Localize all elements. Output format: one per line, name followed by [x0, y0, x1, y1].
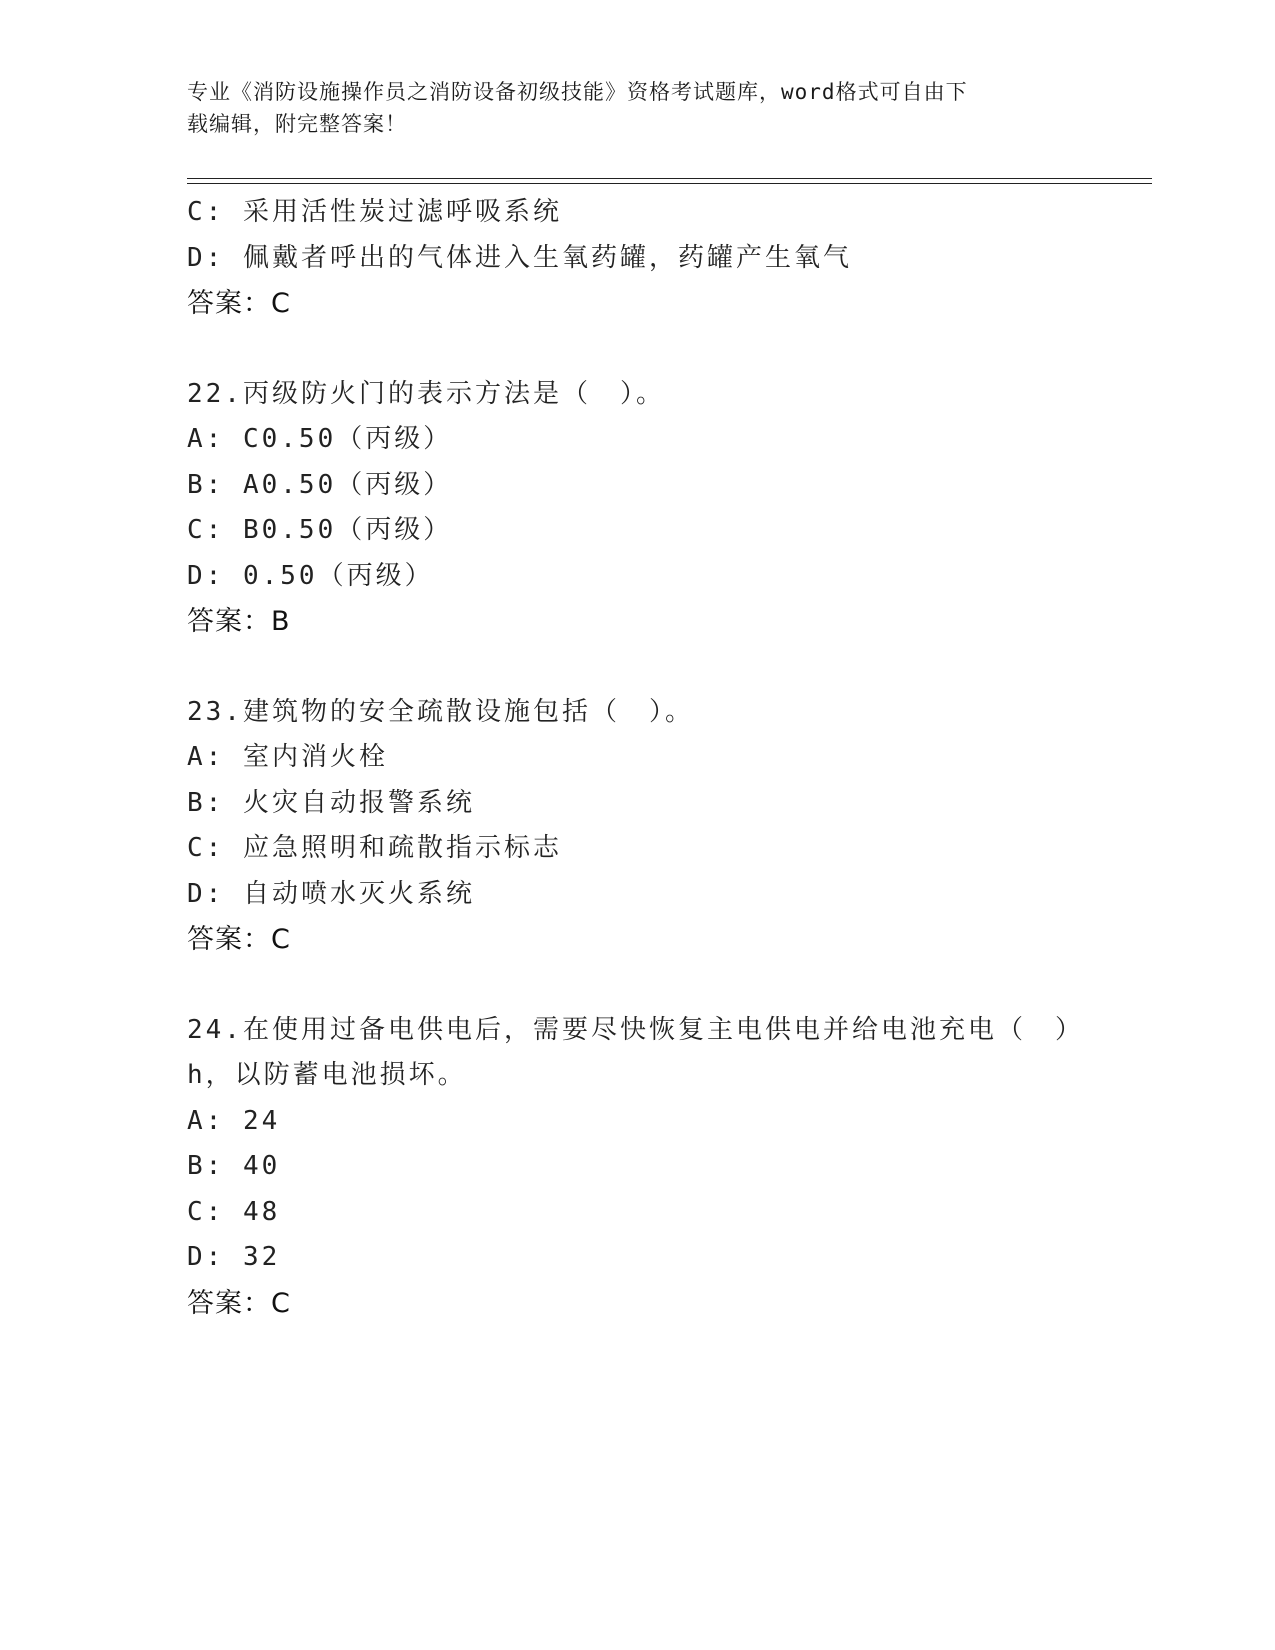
answer: 答案：C — [187, 288, 291, 319]
option-label: B: — [187, 1151, 225, 1181]
option-label: A: — [187, 1105, 225, 1136]
option-label: B: — [187, 469, 225, 500]
option-b — [187, 781, 1087, 827]
option-a — [187, 1099, 1087, 1145]
option-label: C: — [187, 1196, 225, 1227]
answer: 答案：C — [187, 1287, 291, 1319]
option-label: A: — [187, 424, 225, 454]
question-24 — [187, 1008, 1087, 1327]
option-label: C: — [187, 197, 225, 227]
option-a — [187, 417, 1087, 463]
header-rule-top — [187, 178, 1152, 179]
option-text: 40 — [242, 1151, 281, 1181]
option-label: C: — [187, 515, 225, 545]
option-text: 采用活性炭过滤呼吸系统 — [242, 197, 562, 227]
option-d — [187, 554, 1087, 600]
option-text: A0.50（丙级） — [242, 469, 453, 500]
option-label: B: — [187, 787, 225, 818]
spacer — [187, 645, 1087, 690]
question-23 — [187, 690, 1087, 963]
option-d — [187, 872, 1087, 918]
option-label: A: — [187, 742, 225, 772]
option-label: D: — [187, 1242, 225, 1272]
header-line-2: 载编辑，附完整答案！ — [187, 112, 407, 136]
option-a — [187, 735, 1087, 781]
question-stem-line-1: 24.在使用过备电供电后，需要尽快恢复主电供电并给电池充电（ ） — [187, 1014, 1084, 1045]
option-text: 0.50（丙级） — [242, 560, 434, 591]
option-c — [187, 190, 1087, 236]
question-stem-line-2: h，以防蓄电池损坏。 — [187, 1060, 467, 1090]
option-text: 室内消火栓 — [242, 742, 388, 772]
option-c — [187, 826, 1087, 872]
header-line-1: 专业《消防设施操作员之消防设备初级技能》资格考试题库，word格式可自由下 — [187, 80, 968, 104]
option-text: 48 — [242, 1196, 281, 1227]
option-c — [187, 508, 1087, 554]
option-text: B0.50（丙级） — [242, 515, 453, 545]
question-list — [187, 190, 1087, 1326]
option-label: D: — [187, 560, 225, 591]
header-rule-bottom — [187, 183, 1152, 184]
option-label: D: — [187, 242, 225, 273]
option-d — [187, 1235, 1087, 1281]
option-text: 32 — [242, 1242, 281, 1272]
answer: 答案：B — [187, 606, 291, 637]
spacer — [187, 963, 1087, 1008]
option-text: C0.50（丙级） — [242, 424, 453, 454]
option-text: 应急照明和疏散指示标志 — [242, 833, 562, 863]
option-text: 佩戴者呼出的气体进入生氧药罐，药罐产生氧气 — [242, 242, 852, 273]
option-label: C: — [187, 833, 225, 863]
option-b — [187, 463, 1087, 509]
question-22 — [187, 372, 1087, 645]
option-label: D: — [187, 878, 225, 909]
spacer — [187, 327, 1087, 372]
option-text: 24 — [242, 1105, 281, 1136]
option-c — [187, 1190, 1087, 1236]
answer: 答案：C — [187, 924, 291, 955]
question-stem: 22.丙级防火门的表示方法是（ ）。 — [187, 378, 665, 409]
question-stem: 23.建筑物的安全疏散设施包括（ ）。 — [187, 696, 694, 727]
prev-question-continuation — [187, 190, 1087, 327]
option-d — [187, 236, 1087, 282]
document-header — [187, 76, 1067, 140]
option-b — [187, 1144, 1087, 1190]
option-text: 火灾自动报警系统 — [242, 787, 475, 818]
option-text: 自动喷水灭火系统 — [242, 878, 475, 909]
